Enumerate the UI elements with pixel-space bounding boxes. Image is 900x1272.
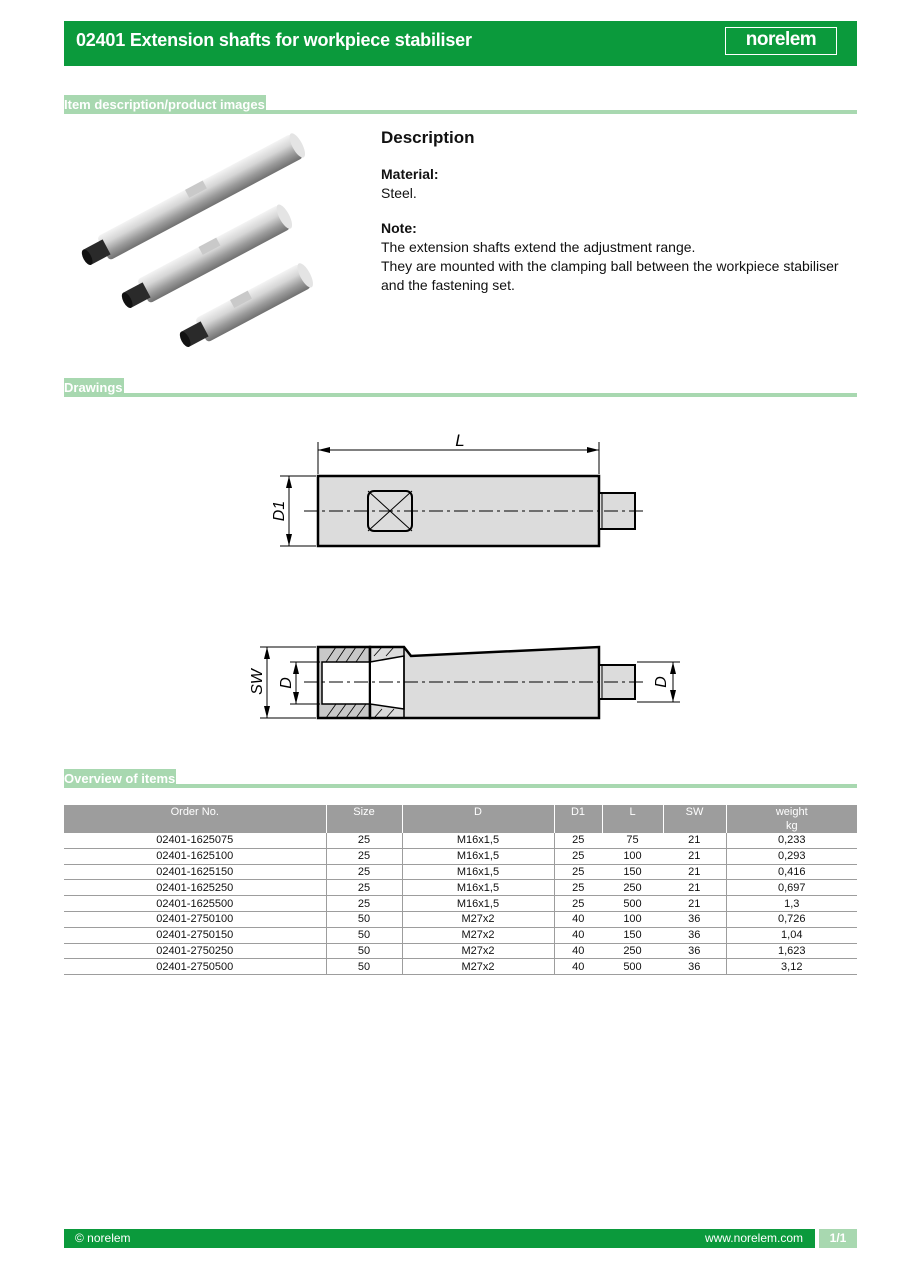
table-row (64, 911, 857, 927)
cell-weight: 0,233 (726, 833, 857, 848)
cell-d: M27x2 (402, 959, 554, 975)
cell-l: 100 (602, 911, 663, 927)
cell-l: 250 (602, 943, 663, 959)
section-overview (64, 766, 857, 788)
col-header-d: D (402, 805, 554, 833)
cell-weight: 1,3 (726, 896, 857, 912)
cell-sw: 36 (663, 959, 726, 975)
extension-shafts-photo (64, 128, 321, 353)
section-view (249, 647, 680, 718)
cell-size: 50 (326, 943, 402, 959)
cell-d1: 40 (554, 943, 602, 959)
cell-d: M16x1,5 (402, 833, 554, 848)
cell-size: 50 (326, 959, 402, 975)
cell-order-no: 02401-1625150 (64, 864, 326, 880)
items-table (64, 805, 857, 975)
cell-d: M27x2 (402, 943, 554, 959)
cell-sw: 36 (663, 943, 726, 959)
col-header-sw: SW (663, 805, 726, 833)
page-title: 02401 Extension shafts for workpiece stabiliser (76, 30, 472, 50)
footer (64, 1229, 857, 1248)
cell-l: 150 (602, 864, 663, 880)
weight-label: weight (775, 806, 808, 818)
cell-order-no: 02401-1625250 (64, 880, 326, 896)
section-label: Overview of items (64, 771, 176, 786)
shaft-drawing-svg (64, 400, 857, 760)
cell-d1: 40 (554, 927, 602, 943)
dim-label-D1: D1 (271, 500, 288, 522)
norelem-logo (725, 27, 837, 55)
cell-sw: 21 (663, 896, 726, 912)
cell-size: 25 (326, 880, 402, 896)
product-image (64, 128, 321, 353)
footer-url[interactable]: www.norelem.com (704, 1231, 803, 1245)
cell-d1: 40 (554, 911, 602, 927)
cell-size: 25 (326, 848, 402, 864)
description-block (381, 128, 856, 295)
cell-d1: 40 (554, 959, 602, 975)
cell-size: 50 (326, 927, 402, 943)
cell-l: 500 (602, 959, 663, 975)
side-view (271, 431, 646, 546)
cell-order-no: 02401-1625100 (64, 848, 326, 864)
note-line-2: They are mounted with the clamping ball between the workpiece stabiliser and the fastening set. (381, 258, 839, 293)
cell-size: 50 (326, 911, 402, 927)
note-line-1: The extension shafts extend the adjustment range. (381, 239, 696, 255)
cell-d1: 25 (554, 880, 602, 896)
table-row (64, 848, 857, 864)
table-row (64, 896, 857, 912)
cell-weight: 0,726 (726, 911, 857, 927)
dim-label-D-right: D (653, 676, 670, 688)
table-header-row (64, 805, 857, 833)
col-header-weight (726, 805, 857, 833)
table-row (64, 959, 857, 975)
cell-order-no: 02401-2750250 (64, 943, 326, 959)
cell-d: M16x1,5 (402, 896, 554, 912)
section-drawings (64, 375, 857, 397)
cell-d1: 25 (554, 896, 602, 912)
cell-l: 100 (602, 848, 663, 864)
description-heading: Description (381, 128, 475, 147)
cell-order-no: 02401-2750150 (64, 927, 326, 943)
technical-drawing (64, 400, 857, 760)
col-header-l: L (602, 805, 663, 833)
cell-size: 25 (326, 833, 402, 848)
cell-sw: 21 (663, 880, 726, 896)
col-header-size: Size (326, 805, 402, 833)
cell-d1: 25 (554, 833, 602, 848)
cell-order-no: 02401-2750500 (64, 959, 326, 975)
cell-order-no: 02401-1625075 (64, 833, 326, 848)
cell-weight: 1,623 (726, 943, 857, 959)
table-row (64, 927, 857, 943)
cell-d: M27x2 (402, 911, 554, 927)
cell-size: 25 (326, 864, 402, 880)
footer-copyright: © norelem (75, 1231, 131, 1245)
cell-d: M16x1,5 (402, 864, 554, 880)
cell-l: 500 (602, 896, 663, 912)
table-row (64, 833, 857, 848)
cell-d: M27x2 (402, 927, 554, 943)
cell-l: 75 (602, 833, 663, 848)
cell-weight: 1,04 (726, 927, 857, 943)
material-label: Material: (381, 166, 439, 182)
cell-sw: 21 (663, 848, 726, 864)
dim-label-L: L (455, 431, 465, 450)
cell-weight: 0,697 (726, 880, 857, 896)
page-number: 1/1 (819, 1229, 857, 1248)
section-label: Drawings (64, 380, 123, 395)
section-rule (64, 784, 857, 788)
col-header-order-no: Order No. (64, 805, 326, 833)
section-item-description (64, 92, 857, 114)
cell-l: 150 (602, 927, 663, 943)
col-header-d1: D1 (554, 805, 602, 833)
logo-text: norelem (745, 29, 817, 50)
cell-d1: 25 (554, 848, 602, 864)
table-row (64, 943, 857, 959)
cell-l: 250 (602, 880, 663, 896)
cell-d1: 25 (554, 864, 602, 880)
material-value: Steel. (381, 185, 417, 201)
cell-order-no: 02401-2750100 (64, 911, 326, 927)
cell-weight: 0,293 (726, 848, 857, 864)
cell-sw: 21 (663, 833, 726, 848)
header-bar (64, 21, 857, 66)
cell-sw: 21 (663, 864, 726, 880)
weight-unit: kg (785, 820, 798, 832)
cell-weight: 3,12 (726, 959, 857, 975)
note-label: Note: (381, 220, 417, 236)
cell-weight: 0,416 (726, 864, 857, 880)
table-row (64, 864, 857, 880)
cell-sw: 36 (663, 927, 726, 943)
cell-sw: 36 (663, 911, 726, 927)
cell-d: M16x1,5 (402, 880, 554, 896)
section-rule (64, 393, 857, 397)
cell-size: 25 (326, 896, 402, 912)
table-row (64, 880, 857, 896)
footer-bar (64, 1229, 815, 1248)
section-label: Item description/product images (64, 97, 265, 112)
cell-order-no: 02401-1625500 (64, 896, 326, 912)
cell-d: M16x1,5 (402, 848, 554, 864)
dim-label-D-left: D (278, 677, 295, 689)
dim-label-SW: SW (249, 669, 266, 695)
